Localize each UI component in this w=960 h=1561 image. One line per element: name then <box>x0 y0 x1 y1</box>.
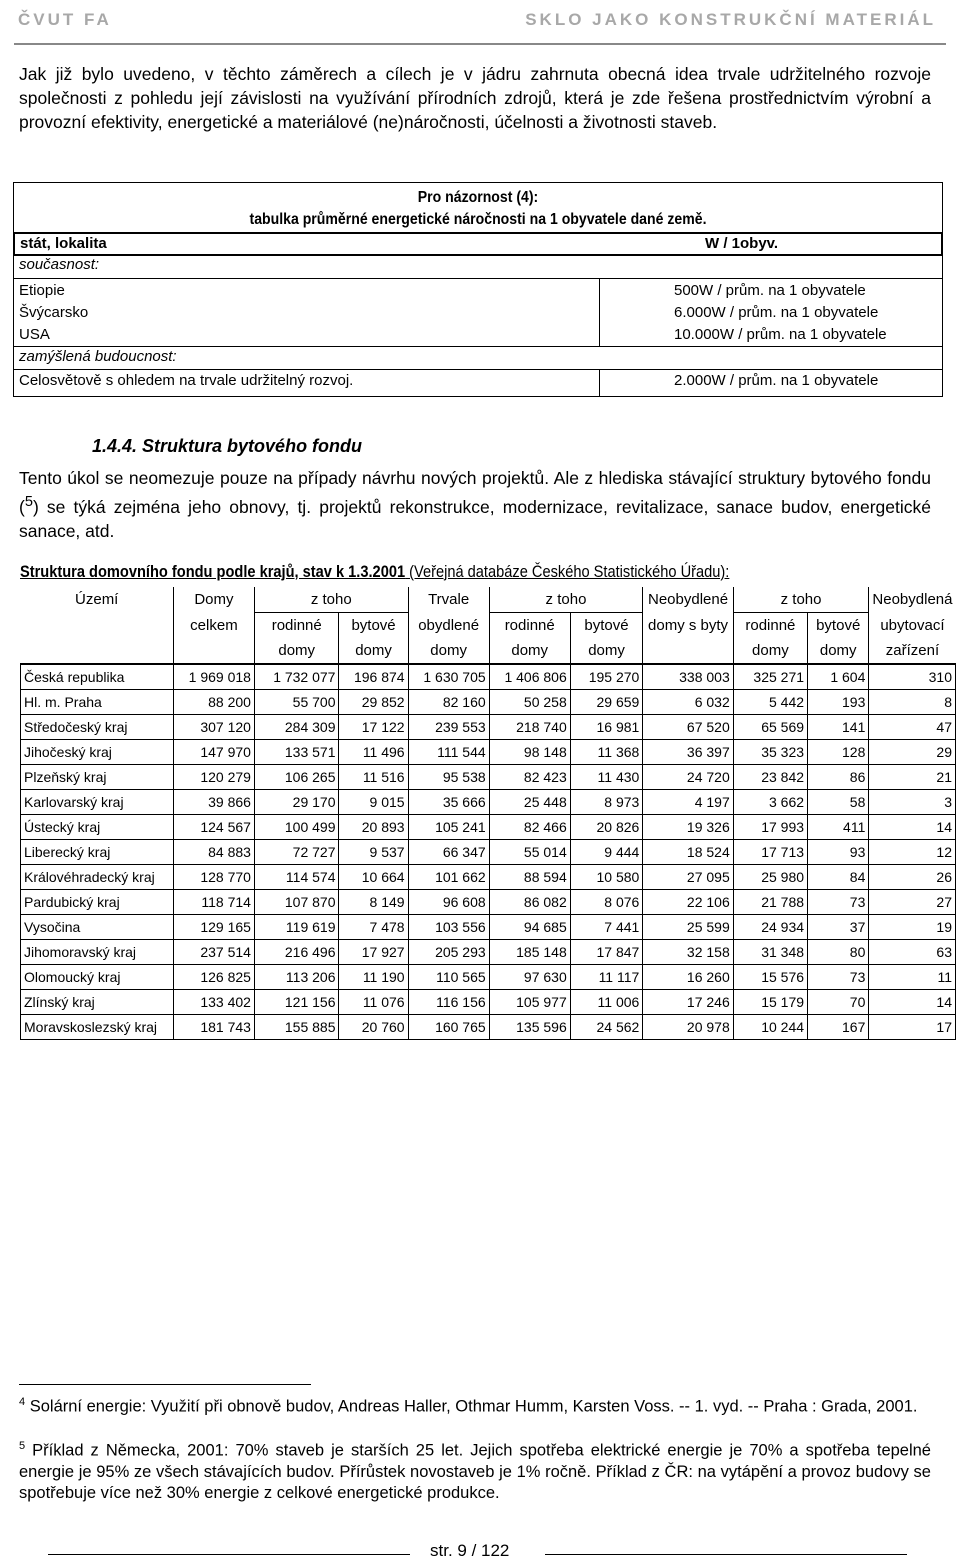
table-cell: 128 <box>808 740 869 765</box>
region-name: Karlovarský kraj <box>21 790 174 815</box>
table-cell: 126 825 <box>173 965 254 990</box>
table-cell: 155 885 <box>254 1015 339 1040</box>
table-title-rest: (Veřejná databáze Českého Statistického Úřadu): <box>405 562 730 581</box>
table-cell: 22 106 <box>643 890 733 915</box>
col-country: stát, lokalita <box>20 235 107 252</box>
structure-paragraph-a: Tento úkol se neomezuje pouze na případy návrhu nových projektů. Ale z hlediska stávající struktury bytového fondu ( <box>19 468 931 517</box>
footnote-4-text: Solární energie: Využití při obnově budov, Andreas Haller, Othmar Humm, Karsten Voss. -- 1. vyd. -- Praha : Grada, 2001. <box>29 1397 918 1416</box>
table-cell: 133 571 <box>254 740 339 765</box>
table-cell: 11 <box>869 965 956 990</box>
table-cell: 20 826 <box>570 815 643 840</box>
table-cell: 113 206 <box>254 965 339 990</box>
th-cell: domy <box>254 638 339 664</box>
table-cell: 29 170 <box>254 790 339 815</box>
footnote-rule <box>19 1384 311 1385</box>
table-cell: 7 478 <box>339 915 408 940</box>
table-cell: 9 015 <box>339 790 408 815</box>
table-cell: 11 117 <box>570 965 643 990</box>
table-cell: 24 934 <box>733 915 807 940</box>
table-cell: 63 <box>869 940 956 965</box>
table-cell: 3 662 <box>733 790 807 815</box>
region-name: Zlínský kraj <box>21 990 174 1015</box>
table-cell: 10 244 <box>733 1015 807 1040</box>
table-cell: 88 200 <box>173 690 254 715</box>
table-cell: 307 120 <box>173 715 254 740</box>
energy-row <box>14 370 942 392</box>
table-cell: 6 032 <box>643 690 733 715</box>
region-name: Moravskoslezský kraj <box>21 1015 174 1040</box>
table-cell: 73 <box>808 965 869 990</box>
table-cell: 111 544 <box>408 740 489 765</box>
col-watts: W / 1obyv. <box>705 235 779 252</box>
energy-row-name: Celosvětově s ohledem na trvale udržitelný rozvoj. <box>19 372 354 389</box>
region-name: Liberecký kraj <box>21 840 174 865</box>
table-cell: 114 574 <box>254 865 339 890</box>
table-cell: 237 514 <box>173 940 254 965</box>
header-right: SKLO JAKO KONSTRUKČNÍ MATERIÁL <box>525 10 936 29</box>
table-cell: 17 246 <box>643 990 733 1015</box>
table-cell: 15 576 <box>733 965 807 990</box>
table-cell: 55 014 <box>489 840 570 865</box>
table-row <box>21 965 956 990</box>
table-row <box>21 940 956 965</box>
th-cell <box>21 613 174 639</box>
table-cell: 10 664 <box>339 865 408 890</box>
structure-paragraph <box>19 466 931 543</box>
table-cell: 135 596 <box>489 1015 570 1040</box>
table-cell: 16 981 <box>570 715 643 740</box>
table-cell: 50 258 <box>489 690 570 715</box>
present-label: současnost: <box>19 256 100 273</box>
table-cell: 103 556 <box>408 915 489 940</box>
th-cell: zařízení <box>869 638 956 664</box>
region-name: Královéhradecký kraj <box>21 865 174 890</box>
table-cell: 18 524 <box>643 840 733 865</box>
table-cell: 216 496 <box>254 940 339 965</box>
table-cell: 119 619 <box>254 915 339 940</box>
th-ztoho: z toho <box>489 587 643 613</box>
table-cell: 21 <box>869 765 956 790</box>
th-trvale: Trvale <box>408 587 489 613</box>
table-cell: 1 406 806 <box>489 664 570 690</box>
table-cell: 11 006 <box>570 990 643 1015</box>
table-cell: 12 <box>869 840 956 865</box>
table-cell: 27 <box>869 890 956 915</box>
table-cell: 17 847 <box>570 940 643 965</box>
energy-box-title2: tabulka průměrné energetické náročnosti na 1 obyvatele dané země. <box>249 211 707 228</box>
table-cell: 20 978 <box>643 1015 733 1040</box>
table-row <box>21 815 956 840</box>
table-cell: 37 <box>808 915 869 940</box>
th-cell: celkem <box>173 613 254 639</box>
table-cell: 66 347 <box>408 840 489 865</box>
table-cell: 11 368 <box>570 740 643 765</box>
table-cell: 29 659 <box>570 690 643 715</box>
th-cell <box>643 638 733 664</box>
table-cell: 35 323 <box>733 740 807 765</box>
table-cell: 97 630 <box>489 965 570 990</box>
table-cell: 19 <box>869 915 956 940</box>
table-cell: 17 <box>869 1015 956 1040</box>
table-row <box>21 790 956 815</box>
region-name: Olomoucký kraj <box>21 965 174 990</box>
table-cell: 338 003 <box>643 664 733 690</box>
table-cell: 98 148 <box>489 740 570 765</box>
table-cell: 11 076 <box>339 990 408 1015</box>
footnote-4-number: 4 <box>19 1396 26 1408</box>
table-cell: 8 973 <box>570 790 643 815</box>
table-cell: 73 <box>808 890 869 915</box>
table-cell: 11 190 <box>339 965 408 990</box>
table-cell: 82 423 <box>489 765 570 790</box>
table-cell: 129 165 <box>173 915 254 940</box>
table-cell: 14 <box>869 815 956 840</box>
table-cell: 105 241 <box>408 815 489 840</box>
th-cell: domy s byty <box>643 613 733 639</box>
table-row <box>21 664 956 690</box>
table-cell: 25 980 <box>733 865 807 890</box>
th-cell: domy <box>733 638 807 664</box>
table-cell: 17 993 <box>733 815 807 840</box>
table-cell: 47 <box>869 715 956 740</box>
table-cell: 19 326 <box>643 815 733 840</box>
header-left: ČVUT FA <box>18 10 112 29</box>
footnote-5 <box>19 1436 931 1504</box>
energy-row-name: Švýcarsko <box>19 304 89 321</box>
th-cell: domy <box>489 638 570 664</box>
footnote-5-text: Příklad z Německa, 2001: 70% staveb je starších 25 let. Jejich spotřeba elektrické energie je 70% a spotřeba tepelné energie je 95% ze všech stávajících budov. Přírůstek novostaveb je 1% ročně. Příklad z ČR: na vytápění a provoz budovy se spotřebuje více než 30% energie z celkové energetické produkce. <box>19 1441 931 1502</box>
table-cell: 21 788 <box>733 890 807 915</box>
table-cell: 11 516 <box>339 765 408 790</box>
th-cell: rodinné <box>254 613 339 639</box>
table-cell: 32 158 <box>643 940 733 965</box>
table-cell: 9 537 <box>339 840 408 865</box>
table-row <box>21 915 956 940</box>
th-domy: Domy <box>173 587 254 613</box>
table-cell: 72 727 <box>254 840 339 865</box>
th-neobydlena: Neobydlená <box>869 587 956 613</box>
future-label-row <box>14 346 942 368</box>
table-cell: 195 270 <box>570 664 643 690</box>
region-name: Středočeský kraj <box>21 715 174 740</box>
table-row <box>21 715 956 740</box>
table-cell: 94 685 <box>489 915 570 940</box>
table-cell: 141 <box>808 715 869 740</box>
table-cell: 20 760 <box>339 1015 408 1040</box>
th-cell: domy <box>339 638 408 664</box>
table-cell: 29 852 <box>339 690 408 715</box>
table-cell: 118 714 <box>173 890 254 915</box>
table-cell: 120 279 <box>173 765 254 790</box>
table-cell: 167 <box>808 1015 869 1040</box>
table-cell: 36 397 <box>643 740 733 765</box>
table-cell: 8 076 <box>570 890 643 915</box>
table-cell: 58 <box>808 790 869 815</box>
th-uzemi: Území <box>75 591 119 609</box>
table-cell: 160 765 <box>408 1015 489 1040</box>
table-cell: 196 874 <box>339 664 408 690</box>
energy-row-value: 10.000W / prům. na 1 obyvatele <box>674 326 887 343</box>
th-cell: domy <box>408 638 489 664</box>
table-cell: 121 156 <box>254 990 339 1015</box>
table-cell: 23 842 <box>733 765 807 790</box>
table-cell: 100 499 <box>254 815 339 840</box>
table-cell: 9 444 <box>570 840 643 865</box>
region-name: Česká republika <box>21 664 174 690</box>
th-neobydlene: Neobydlené <box>643 587 733 613</box>
table-row <box>21 765 956 790</box>
th-cell: obydlené <box>408 613 489 639</box>
energy-box-title <box>70 187 887 231</box>
table-cell: 8 149 <box>339 890 408 915</box>
table-cell: 25 448 <box>489 790 570 815</box>
table-cell: 193 <box>808 690 869 715</box>
table-cell: 411 <box>808 815 869 840</box>
table-title-bold: Struktura domovního fondu podle krajů, stav k 1.3.2001 <box>20 562 406 581</box>
table-cell: 107 870 <box>254 890 339 915</box>
table-row <box>21 690 956 715</box>
energy-box-header <box>13 232 943 256</box>
table-cell: 4 197 <box>643 790 733 815</box>
energy-box-title1: Pro názornost (4): <box>417 189 539 206</box>
future-label: zamýšlená budoucnost: <box>19 348 177 365</box>
table-cell: 20 893 <box>339 815 408 840</box>
page-footer <box>0 1541 960 1561</box>
table-title <box>20 562 729 582</box>
intro-paragraph: Jak již bylo uvedeno, v těchto záměrech a cílech je v jádru zahrnuta obecná idea trvale udržitelného rozvoje společnosti z pohledu její závislosti na využívání přírodních zdrojů, která je zde řešena prostřednictvím výrobní a provozní efektivity, energetické a materiálové (ne)náročnosti, účelnosti a životnosti staveb. <box>19 64 931 132</box>
table-cell: 218 740 <box>489 715 570 740</box>
present-label-row <box>14 254 942 276</box>
table-cell: 7 441 <box>570 915 643 940</box>
th-cell: domy <box>570 638 643 664</box>
energy-row <box>14 302 942 324</box>
table-cell: 35 666 <box>408 790 489 815</box>
table-cell: 8 <box>869 690 956 715</box>
region-name: Jihočeský kraj <box>21 740 174 765</box>
table-cell: 84 <box>808 865 869 890</box>
table-cell: 106 265 <box>254 765 339 790</box>
table-head-row <box>21 613 956 639</box>
table-row <box>21 865 956 890</box>
table-cell: 25 599 <box>643 915 733 940</box>
table-cell: 65 569 <box>733 715 807 740</box>
table-row <box>21 990 956 1015</box>
energy-row-value: 500W / prům. na 1 obyvatele <box>674 282 866 299</box>
table-row <box>21 1015 956 1040</box>
table-cell: 1 604 <box>808 664 869 690</box>
table-cell: 55 700 <box>254 690 339 715</box>
table-cell: 101 662 <box>408 865 489 890</box>
table-cell: 88 594 <box>489 865 570 890</box>
table-cell: 10 580 <box>570 865 643 890</box>
table-cell: 70 <box>808 990 869 1015</box>
table-cell: 27 095 <box>643 865 733 890</box>
th-cell: rodinné <box>489 613 570 639</box>
region-name: Pardubický kraj <box>21 890 174 915</box>
housing-table <box>20 587 956 1040</box>
th-cell: domy <box>808 638 869 664</box>
table-cell: 181 743 <box>173 1015 254 1040</box>
table-cell: 1 969 018 <box>173 664 254 690</box>
region-name: Plzeňský kraj <box>21 765 174 790</box>
table-cell: 93 <box>808 840 869 865</box>
table-head-row <box>21 587 956 613</box>
table-cell: 24 562 <box>570 1015 643 1040</box>
energy-row <box>14 280 942 302</box>
table-cell: 96 608 <box>408 890 489 915</box>
table-cell: 17 927 <box>339 940 408 965</box>
th-cell <box>21 638 174 664</box>
energy-row-value: 6.000W / prům. na 1 obyvatele <box>674 304 879 321</box>
energy-row <box>14 324 942 346</box>
table-cell: 128 770 <box>173 865 254 890</box>
table-cell: 67 520 <box>643 715 733 740</box>
page-header <box>14 0 946 38</box>
energy-row-name: USA <box>19 326 50 343</box>
footnote-5-number: 5 <box>19 1440 26 1452</box>
region-name: Jihomoravský kraj <box>21 940 174 965</box>
table-cell: 239 553 <box>408 715 489 740</box>
table-cell: 17 122 <box>339 715 408 740</box>
table-row <box>21 840 956 865</box>
th-cell: ubytovací <box>869 613 956 639</box>
table-cell: 116 156 <box>408 990 489 1015</box>
table-cell: 105 977 <box>489 990 570 1015</box>
table-cell: 133 402 <box>173 990 254 1015</box>
table-cell: 16 260 <box>643 965 733 990</box>
table-cell: 95 538 <box>408 765 489 790</box>
table-cell: 124 567 <box>173 815 254 840</box>
table-cell: 110 565 <box>408 965 489 990</box>
th-cell <box>173 638 254 664</box>
region-name: Ústecký kraj <box>21 815 174 840</box>
table-cell: 5 442 <box>733 690 807 715</box>
table-cell: 86 <box>808 765 869 790</box>
table-cell: 24 720 <box>643 765 733 790</box>
table-cell: 284 309 <box>254 715 339 740</box>
th-ztoho: z toho <box>733 587 869 613</box>
table-cell: 147 970 <box>173 740 254 765</box>
th-ztoho: z toho <box>254 587 408 613</box>
table-head-row <box>21 638 956 664</box>
table-cell: 86 082 <box>489 890 570 915</box>
table-row <box>21 740 956 765</box>
th-cell: bytové <box>339 613 408 639</box>
energy-row-name: Etiopie <box>19 282 65 299</box>
table-cell: 11 496 <box>339 740 408 765</box>
table-cell: 39 866 <box>173 790 254 815</box>
table-cell: 29 <box>869 740 956 765</box>
header-rule <box>14 43 946 45</box>
table-cell: 185 148 <box>489 940 570 965</box>
page-number: str. 9 / 122 <box>430 1541 510 1560</box>
footnote-4 <box>19 1392 931 1418</box>
table-cell: 14 <box>869 990 956 1015</box>
table-cell: 17 713 <box>733 840 807 865</box>
table-cell: 15 179 <box>733 990 807 1015</box>
region-name: Hl. m. Praha <box>21 690 174 715</box>
table-cell: 31 348 <box>733 940 807 965</box>
region-name: Vysočina <box>21 915 174 940</box>
energy-box <box>13 182 943 397</box>
energy-row-value: 2.000W / prům. na 1 obyvatele <box>674 372 879 389</box>
table-cell: 1 630 705 <box>408 664 489 690</box>
th-cell: rodinné <box>733 613 807 639</box>
th-cell: bytové <box>570 613 643 639</box>
table-cell: 11 430 <box>570 765 643 790</box>
table-row <box>21 890 956 915</box>
table-cell: 82 466 <box>489 815 570 840</box>
table-cell: 310 <box>869 664 956 690</box>
section-heading: 1.4.4. Struktura bytového fondu <box>92 436 363 456</box>
table-cell: 80 <box>808 940 869 965</box>
structure-paragraph-b: ) se týká zejména jeho obnovy, tj. projektů rekonstrukce, modernizace, revitalizace, sanace budov, energetické sanace, atd. <box>19 496 931 541</box>
th-cell: bytové <box>808 613 869 639</box>
footnote-ref: 5 <box>24 494 33 510</box>
table-cell: 325 271 <box>733 664 807 690</box>
table-cell: 84 883 <box>173 840 254 865</box>
table-cell: 26 <box>869 865 956 890</box>
table-cell: 3 <box>869 790 956 815</box>
table-cell: 205 293 <box>408 940 489 965</box>
table-cell: 1 732 077 <box>254 664 339 690</box>
table-cell: 82 160 <box>408 690 489 715</box>
